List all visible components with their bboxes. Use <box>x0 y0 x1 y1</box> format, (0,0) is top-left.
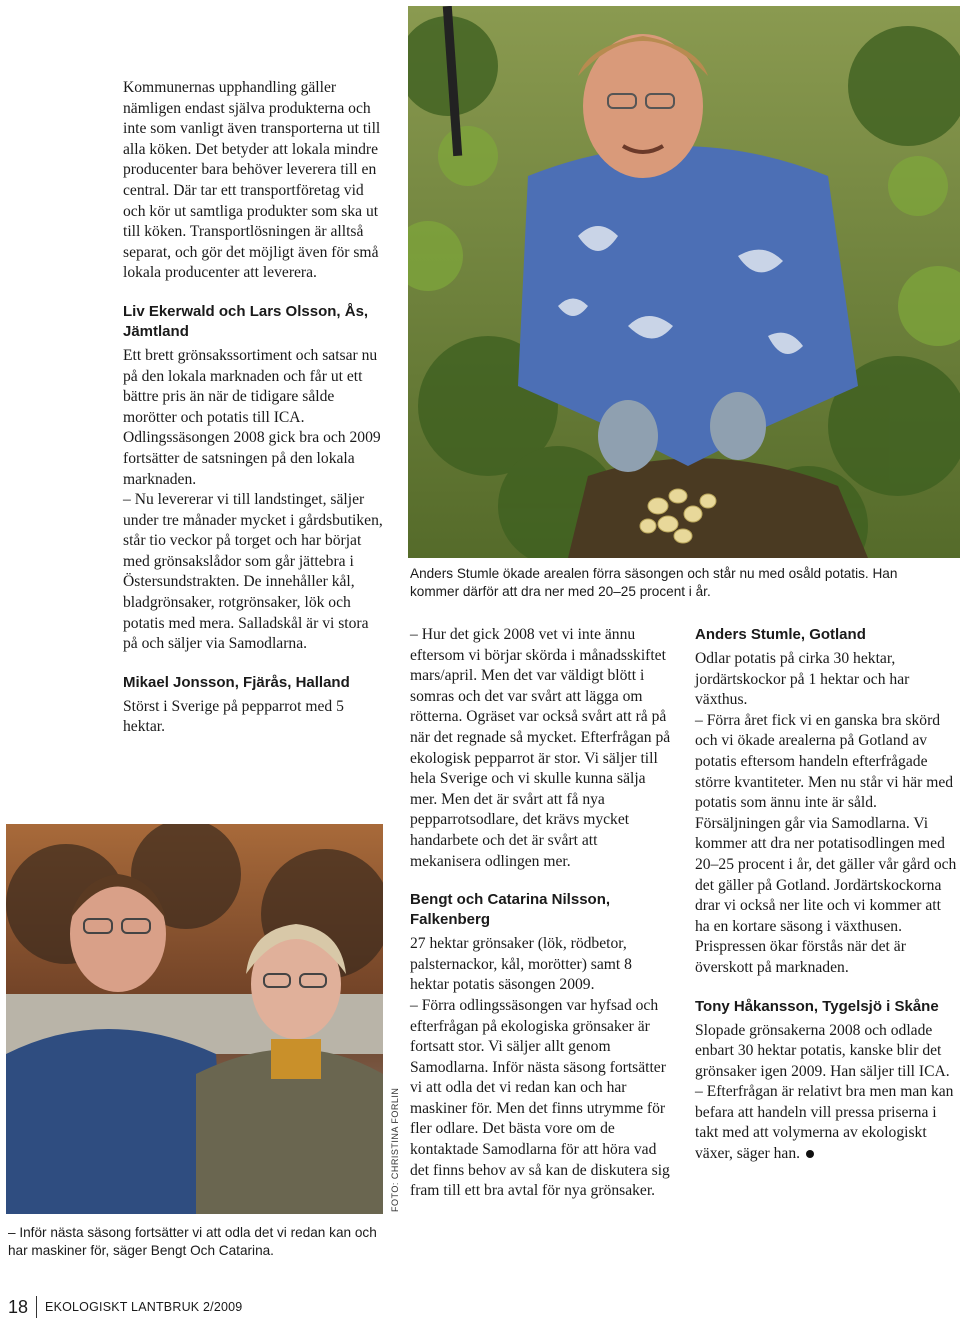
column-3 <box>695 625 957 1165</box>
tony-paragraph-2 <box>695 1082 957 1164</box>
heading-liv-ekerwald: Liv Ekerwald och Lars Olsson, Ås, Jämtland <box>123 302 369 340</box>
heading-mikael-jonsson: Mikael Jonsson, Fjärås, Halland <box>123 673 350 691</box>
tony-paragraph-2-text: – Efterfrågan är relativt bra men man kan befara att handeln vill pressa priserna i takt med att volymerna av ekologiskt växer, säger han. <box>695 1083 954 1163</box>
anders-paragraph-1: Odlar potatis på cirka 30 hektar, jordärtskockor på 1 hektar och har växthus. <box>695 650 910 709</box>
photo-caption-bottom: – Inför nästa säsong fortsätter vi att odla det vi redan kan och har maskiner för, säger Bengt Och Catarina. <box>8 1225 377 1258</box>
column-1 <box>123 78 386 738</box>
photo-caption-top: Anders Stumle ökade arealen förra säsongen och står nu med osåld potatis. Han kommer därför att dra ner med 20–25 procent i år. <box>410 566 898 599</box>
photo-bengt-catarina <box>6 824 383 1214</box>
column-2 <box>410 625 672 1202</box>
heading-anders-stumle: Anders Stumle, Gotland <box>695 626 866 643</box>
mikael-continuation: – Hur det gick 2008 vet vi inte ännu eftersom vi börjar skörda i månadsskiftet mars/april. Men det var väldigt blött i somras och det var svårt att lägga om rötterna. Ogräset var också svårt att rå på när det regnade så mycket. Efterfrågan på ekologisk pepparrot är stor. Vi säljer till hela Sverige och vi skulle kunna sälja mer. Men det är svårt att få nya pepparrotsodlare, det krävs mycket handarbete och det är svårt att mekanisera odlingen mer. <box>410 626 671 870</box>
photo-credit: FOTO: CHRISTINA FORLIN <box>390 1087 400 1212</box>
heading-bengt-catarina: Bengt och Catarina Nilsson, Falkenberg <box>410 891 611 929</box>
magazine-name: EKOLOGISKT LANTBRUK 2/2009 <box>45 1300 243 1314</box>
liv-paragraph-2: – Nu levererar vi till landstinget, säljer under tre månader mycket i gårdsbutiken, står tio veckor på torget och har börjat med grönsakslådor som går jättebra i Östersundstrakten. De innehåller kål, bladgrönsaker, rotgrönsaker, lök och potatis med mera. Salladskål är vi stora på och säljer via Samodlarna. <box>123 491 383 653</box>
page-footer <box>8 1296 242 1318</box>
end-of-article-bullet-icon <box>806 1150 814 1158</box>
intro-paragraph: Kommunernas upphandling gäller nämligen endast själva produkterna och inte som vanligt även transporterna ut till alla köken. Det betyder att lokala mindre producenter bara behöver leverera till en central. Där tar ett transportföretag vid och kör ut samtliga produkter som ska ut till köken. Transportlösningen är alltså separat, och gör det möjligt även för små lokala producenter att leverera. <box>123 79 381 282</box>
bengt-paragraph-2: – Förra odlingssäsongen var hyfsad och efterfrågan på ekologiska grönsaker är fortsatt stor. Vi säljer allt genom Samodlarna. Inför nästa säsong fortsätter vi att odla det vi redan kan och har maskiner för. Men det finns utrymme för fler odlare. Det bästa vore om de kontaktade Samodlarna för att höra vad det finns behov av så kan de diskutera sig fram till ett bra avtal för nya grönsaker. <box>410 996 670 1200</box>
bengt-paragraph-1: 27 hektar grönsaker (lök, rödbetor, palsternackor, kål, morötter) samt 8 hektar potatis säsongen 2009. <box>410 935 632 994</box>
photo-anders-stumle <box>408 6 960 558</box>
footer-divider <box>36 1296 37 1318</box>
mikael-paragraph-1: Störst i Sverige på pepparrot med 5 hektar. <box>123 697 344 736</box>
page-number: 18 <box>8 1296 29 1317</box>
heading-tony-hakansson: Tony Håkansson, Tygelsjö i Skåne <box>695 997 939 1015</box>
anders-paragraph-2: – Förra året fick vi en ganska bra skörd och vi ökade arealerna på Gotland av potatis eftersom handeln efterfrågade större kvantiteter. Men nu står vi här med potatis som ännu inte är såld. Försäljningen går via Samodlarna. Vi kommer att dra ner potatisodlingen med 20–25 procent i år, det gäller vår gård och det gäller på Gotland. Jordärtskockorna drar vi också ner lite och vi kommer att ha en kortare säsong i växthusen. Prispressen ökar förstås när det är överskott på marknaden. <box>695 711 957 976</box>
liv-paragraph-1: Ett brett grönsakssortiment och satsar nu på den lokala marknaden och får ut ett bättre pris än när de tidigare sålde morötter och potatis till ICA. Odlingssäsongen 2008 gick bra och 2009 fortsätter de satsningen på den lokala marknaden. <box>123 346 381 488</box>
tony-paragraph-1: Slopade grönsakerna 2008 och odlade enbart 30 hektar potatis, kanske blir det grönsaker igen 2009. Han säljer till ICA. <box>695 1021 950 1080</box>
